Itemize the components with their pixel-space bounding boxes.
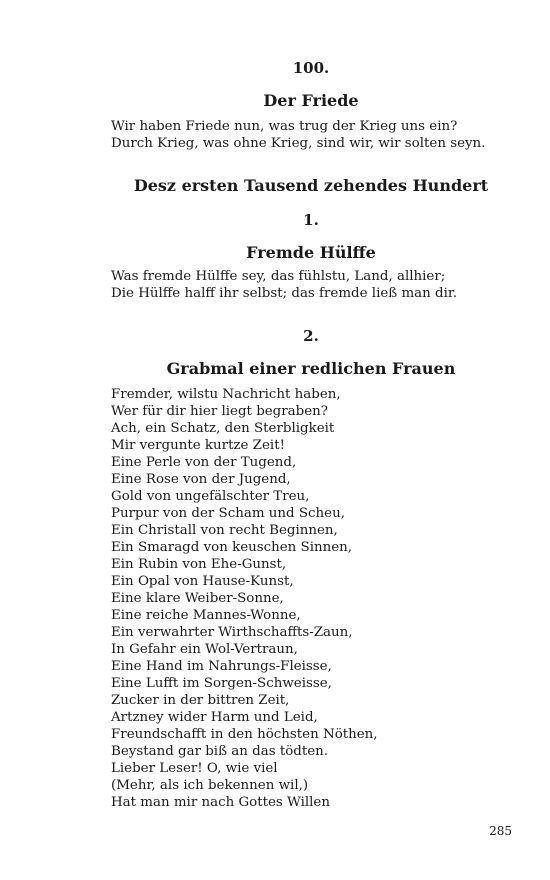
poem-line: Zucker in der bittren Zeit, (111, 693, 290, 708)
poem-line: Durch Krieg, was ohne Krieg, sind wir, wir solten seyn. (111, 136, 486, 151)
poem-line: Eine Rose von der Jugend, (111, 472, 291, 487)
poem-line: Mir vergunte kurtze Zeit! (111, 438, 285, 453)
poem-line: Gold von ungefälschter Treu, (111, 489, 310, 504)
section-heading: Desz ersten Tausend zehendes Hundert (133, 176, 489, 195)
poem-line: Ach, ein Schatz, den Sterbligkeit (111, 421, 335, 436)
poem-100-text (111, 118, 511, 152)
poem-line: Eine reiche Mannes-Wonne, (111, 608, 301, 623)
poem-line: Ein Opal von Hause-Kunst, (111, 574, 294, 589)
poem-line: Ein Rubin von Ehe-Gunst, (111, 557, 287, 572)
poem-line: Artzney wider Harm und Leid, (111, 710, 318, 725)
poem-line: In Gefahr ein Wol-Vertraun, (111, 642, 298, 657)
poem-line: Eine Perle von der Tugend, (111, 455, 297, 470)
poem-line: Fremder, wilstu Nachricht haben, (111, 387, 341, 402)
poem-line: Ein Smaragd von keuschen Sinnen, (111, 540, 353, 555)
poem-2-text (111, 386, 511, 811)
page-number: 285 (489, 824, 512, 838)
poem-line: Wer für dir hier liegt begraben? (111, 404, 328, 419)
poem-line: Was fremde Hülffe sey, das fühlstu, Land, allhier; (111, 269, 446, 284)
poem-2-number: 2. (303, 327, 319, 345)
poem-line: Ein Christall von recht Beginnen, (111, 523, 338, 538)
poem-1-text (111, 268, 511, 302)
poem-line: Beystand gar biß an das tödten. (111, 744, 329, 759)
poem-100-title: Der Friede (263, 91, 359, 110)
poem-line: (Mehr, als ich bekennen wil,) (111, 778, 309, 793)
poem-line: Lieber Leser! O, wie viel (111, 761, 278, 776)
poem-100-number: 100. (292, 59, 330, 77)
poem-line: Hat man mir nach Gottes Willen (111, 795, 330, 810)
poem-line: Purpur von der Scham und Scheu, (111, 506, 345, 521)
poem-2-title: Grabmal einer redlichen Frauen (166, 359, 456, 378)
poem-line: Ein verwahrter Wirthschaffts-Zaun, (111, 625, 353, 640)
poem-line: Eine Hand im Nahrungs-Fleisse, (111, 659, 332, 674)
poem-line: Freundschafft in den höchsten Nöthen, (111, 727, 378, 742)
poem-line: Wir haben Friede nun, was trug der Krieg uns ein? (111, 119, 458, 134)
poem-1-title: Fremde Hülffe (246, 243, 376, 262)
poem-line: Eine klare Weiber-Sonne, (111, 591, 284, 606)
poem-1-number: 1. (303, 211, 319, 229)
poem-line: Die Hülffe halff ihr selbst; das fremde ließ man dir. (111, 286, 458, 301)
poem-line: Eine Lufft im Sorgen-Schweisse, (111, 676, 332, 691)
